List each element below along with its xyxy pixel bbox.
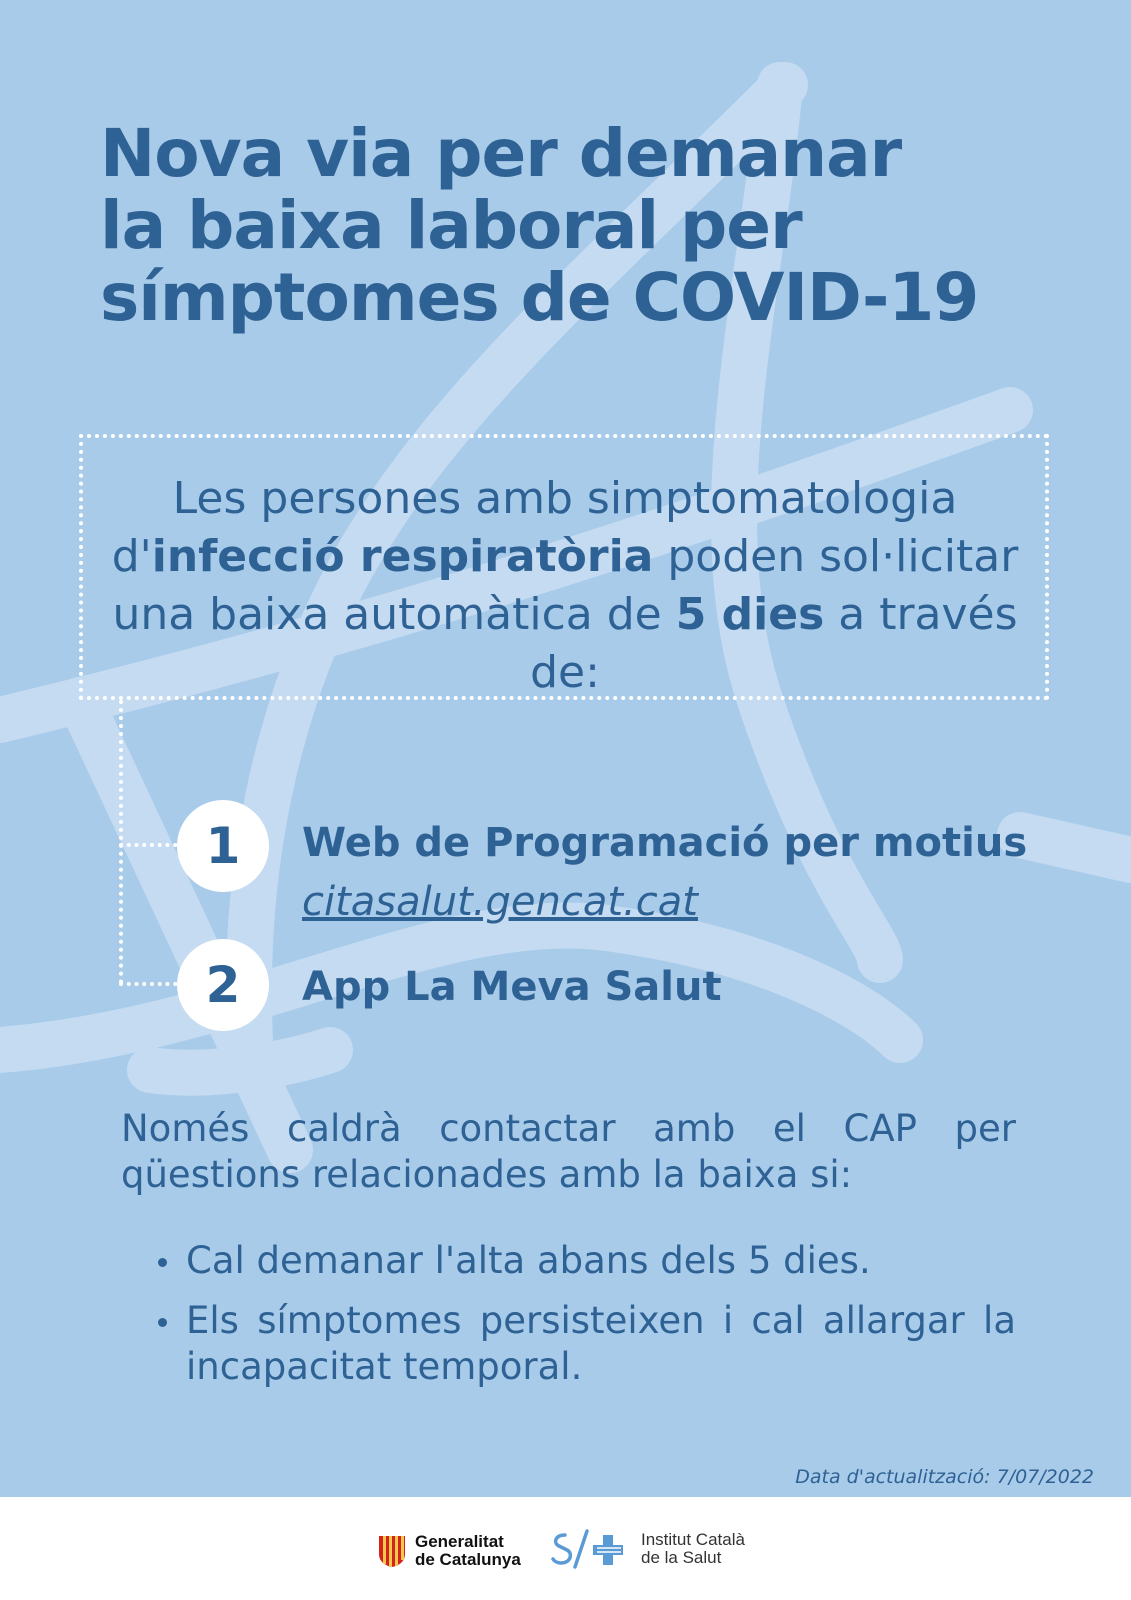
- step-number-2-badge: 2: [177, 939, 269, 1031]
- generalitat-flag-icon: [377, 1534, 407, 1568]
- generalitat-line-2: de Catalunya: [415, 1550, 521, 1569]
- ics-symbol-icon: [551, 1527, 633, 1571]
- step-number-1-badge: 1: [177, 800, 269, 892]
- generalitat-wordmark: [415, 1533, 521, 1569]
- conditions-list: [158, 1238, 1016, 1404]
- ics-logo: [551, 1527, 745, 1571]
- title-line-3: símptomes de COVID-19: [100, 259, 979, 336]
- ics-line-2: de la Salut: [641, 1548, 722, 1567]
- list-item: Cal demanar l'alta abans dels 5 dies.: [158, 1238, 1016, 1284]
- footer-logo-bar: [0, 1497, 1131, 1600]
- dotted-connector-branch-1: [119, 843, 185, 847]
- title-line-1: Nova via per demanar: [100, 115, 902, 192]
- update-date: Data d'actualització: 7/07/2022: [795, 1466, 1094, 1488]
- intro-text-part-1: Les persones amb simptomatologia d': [111, 473, 958, 582]
- intro-bold-infection: infecció respiratòria: [151, 531, 654, 582]
- cap-contact-note: [121, 1106, 1016, 1198]
- intro-text: [85, 470, 1045, 702]
- intro-text-part-2: poden sol·licitar una baixa automàtica de: [112, 531, 1019, 640]
- note-line-2: qüestions relacionades amb la baixa si:: [121, 1153, 853, 1196]
- generalitat-logo: [377, 1533, 521, 1569]
- page-title: [100, 115, 1060, 336]
- list-item: Els símptomes persisteixen i cal allargar la incapacitat temporal.: [158, 1298, 1016, 1390]
- option-2-title: App La Meva Salut: [302, 964, 722, 1010]
- ics-wordmark: [641, 1531, 745, 1567]
- citasalut-link[interactable]: citasalut.gencat.cat: [302, 879, 698, 925]
- title-line-2: la baixa laboral per: [100, 187, 802, 264]
- note-line-1: Només caldrà contactar amb el CAP per: [121, 1107, 1016, 1150]
- intro-text-part-3: a través de:: [530, 589, 1018, 698]
- generalitat-line-1: Generalitat: [415, 1532, 504, 1551]
- ics-line-1: Institut Català: [641, 1530, 745, 1549]
- intro-bold-days: 5 dies: [675, 589, 825, 640]
- option-1-title: Web de Programació per motius: [302, 820, 1028, 866]
- dotted-connector-branch-2: [119, 982, 185, 986]
